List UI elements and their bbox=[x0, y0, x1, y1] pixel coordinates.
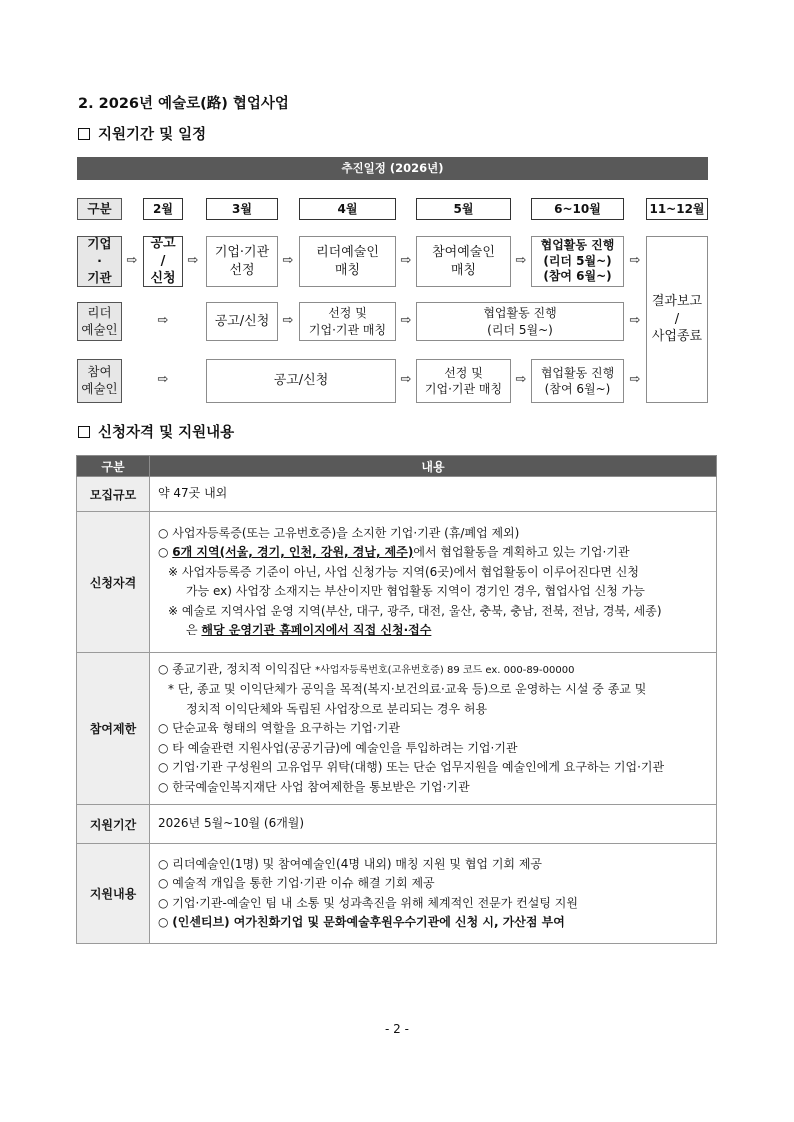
list-item: ○ 예술적 개입을 통한 기업·기관 이슈 해결 기회 제공 bbox=[158, 876, 435, 890]
table-header-content: 내용 bbox=[150, 456, 717, 477]
step-participant-jun: 협업활동 진행 (참여 6월~) bbox=[531, 359, 624, 403]
row-label-restriction: 참여제한 bbox=[77, 653, 150, 805]
qualification-table bbox=[76, 455, 717, 944]
arrow-icon: ⇨ bbox=[126, 253, 138, 268]
list-item: ○ 사업자등록증(또는 고유번호증)을 소지한 기업·기관 (휴/폐업 제외) bbox=[158, 525, 520, 540]
row-label-support: 지원내용 bbox=[77, 844, 150, 944]
month-apr: 4월 bbox=[299, 198, 396, 220]
table-header-category: 구분 bbox=[77, 456, 150, 477]
note-item: ※ 사업자등록증 기준이 아닌, 사업 신청가능 지역(6곳)에서 협업활동이 이루어진다면 신청 bbox=[168, 564, 639, 579]
step-leader-apr: 선정 및 기업·기관 매칭 bbox=[299, 302, 396, 341]
row-content-support bbox=[150, 844, 717, 944]
checkbox-square-icon bbox=[78, 128, 90, 140]
row-label-leader: 리더 예술인 bbox=[77, 302, 122, 341]
step-leader-mar: 공고/신청 bbox=[206, 302, 278, 341]
list-item: ○ 리더예술인(1명) 및 참여예술인(4명 내외) 매칭 지원 및 협업 기회 제공 bbox=[158, 856, 543, 871]
step-company-may: 참여예술인 매칭 bbox=[416, 236, 511, 287]
step-leader-may-oct: 협업활동 진행 (리더 5월~) bbox=[416, 302, 624, 341]
list-item: ○ 한국예술인복지재단 사업 참여제한을 통보받은 기업·기관 bbox=[158, 779, 470, 794]
section-heading-text: 지원기간 및 일정 bbox=[98, 127, 207, 143]
table-row bbox=[77, 653, 717, 805]
row-content-qualification bbox=[150, 512, 717, 653]
row-label-company: 기업 · 기관 bbox=[77, 236, 122, 287]
month-nov-dec: 11~12월 bbox=[646, 198, 708, 220]
table-row bbox=[77, 805, 717, 844]
list-item: ○ (인센티브) 여가친화기업 및 문화예술후원우수기관에 신청 시, 가산점 부여 bbox=[158, 915, 565, 929]
list-item: ○ 기업·기관 구성원의 고유업무 위탁(대행) 또는 단순 업무지원을 예술인에게 요구하는 기업·기관 bbox=[158, 760, 665, 775]
step-company-apr: 리더예술인 매칭 bbox=[299, 236, 396, 287]
month-mar: 3월 bbox=[206, 198, 278, 220]
list-item: ○ 타 예술관련 지원사업(공공기금)에 예술인을 투입하려는 기업·기관 bbox=[158, 740, 518, 755]
arrow-icon: ⇨ bbox=[400, 372, 412, 387]
row-content-restriction bbox=[150, 653, 717, 805]
step-final-report: 결과보고 / 사업종료 bbox=[646, 236, 708, 403]
note-item: ※ 예술로 지역사업 운영 지역(부산, 대구, 광주, 대전, 울산, 충북, 충남, 전북, 전남, 경북, 세종) bbox=[168, 603, 662, 618]
month-may: 5월 bbox=[416, 198, 511, 220]
step-participant-mar-apr: 공고/신청 bbox=[206, 359, 396, 403]
list-item: ○ 종교기관, 정치적 이익집단 *사업자등록번호(고유번호증) 89 코드 ex. 000-89-00000 bbox=[158, 661, 575, 676]
arrow-icon: ⇨ bbox=[400, 313, 412, 328]
section-heading-schedule bbox=[78, 123, 206, 144]
note-item: 정치적 이익단체와 독립된 사업장으로 분리되는 경우 허용 bbox=[186, 701, 488, 716]
list-item: ○ 기업·기관-예술인 팀 내 소통 및 성과촉진을 위해 체계적인 전문가 컨설팅 지원 bbox=[158, 895, 578, 910]
arrow-icon: ⇨ bbox=[629, 253, 641, 268]
arrow-icon: ⇨ bbox=[157, 372, 169, 387]
step-company-jun: 협업활동 진행 (리더 5월~) (참여 6월~) bbox=[531, 236, 624, 287]
list-item: ○ 단순교육 형태의 역할을 요구하는 기업·기관 bbox=[158, 721, 401, 736]
table-row bbox=[77, 844, 717, 944]
checkbox-square-icon bbox=[78, 426, 90, 438]
row-content-scale: 약 47곳 내외 bbox=[150, 477, 717, 512]
step-participant-may: 선정 및 기업·기관 매칭 bbox=[416, 359, 511, 403]
row-label-period: 지원기간 bbox=[77, 805, 150, 844]
arrow-icon: ⇨ bbox=[629, 313, 641, 328]
arrow-icon: ⇨ bbox=[515, 372, 527, 387]
table-row bbox=[77, 477, 717, 512]
step-company-mar: 기업·기관 선정 bbox=[206, 236, 278, 287]
page-title: 2. 2026년 예술로(路) 협업사업 bbox=[78, 96, 289, 112]
table-row bbox=[77, 512, 717, 653]
arrow-icon: ⇨ bbox=[629, 372, 641, 387]
arrow-icon: ⇨ bbox=[282, 253, 294, 268]
page-number: - 2 - bbox=[385, 1022, 409, 1036]
note-item: * 단, 종교 및 이익단체가 공익을 목적(복지·보건의료·교육 등)으로 운영하는 시설 중 종교 및 bbox=[168, 682, 647, 697]
row-label-scale: 모집규모 bbox=[77, 477, 150, 512]
note-item: 은 해당 운영기관 홈페이지에서 직접 신청·접수 bbox=[186, 623, 432, 637]
schedule-header-bar: 추진일정 (2026년) bbox=[77, 157, 708, 180]
note-item: 가능 ex) 사업장 소재지는 부산이지만 협업활동 지역이 경기인 경우, 협업사업 신청 가능 bbox=[186, 584, 645, 598]
arrow-icon: ⇨ bbox=[282, 313, 294, 328]
section-heading-text: 신청자격 및 지원내용 bbox=[98, 425, 235, 441]
month-label-category: 구분 bbox=[77, 198, 122, 220]
step-company-feb: 공고 / 신청 bbox=[143, 236, 183, 287]
arrow-icon: ⇨ bbox=[515, 253, 527, 268]
row-label-participant: 참여 예술인 bbox=[77, 359, 122, 403]
month-jun-oct: 6~10월 bbox=[531, 198, 624, 220]
list-item: ○ 6개 지역(서울, 경기, 인천, 강원, 경남, 제주)에서 협업활동을 계획하고 있는 기업·기관 bbox=[158, 545, 630, 559]
arrow-icon: ⇨ bbox=[157, 313, 169, 328]
month-feb: 2월 bbox=[143, 198, 183, 220]
row-content-period: 2026년 5월~10월 (6개월) bbox=[150, 805, 717, 844]
arrow-icon: ⇨ bbox=[187, 253, 199, 268]
arrow-icon: ⇨ bbox=[400, 253, 412, 268]
section-heading-qualification bbox=[78, 421, 234, 442]
row-label-qualification: 신청자격 bbox=[77, 512, 150, 653]
